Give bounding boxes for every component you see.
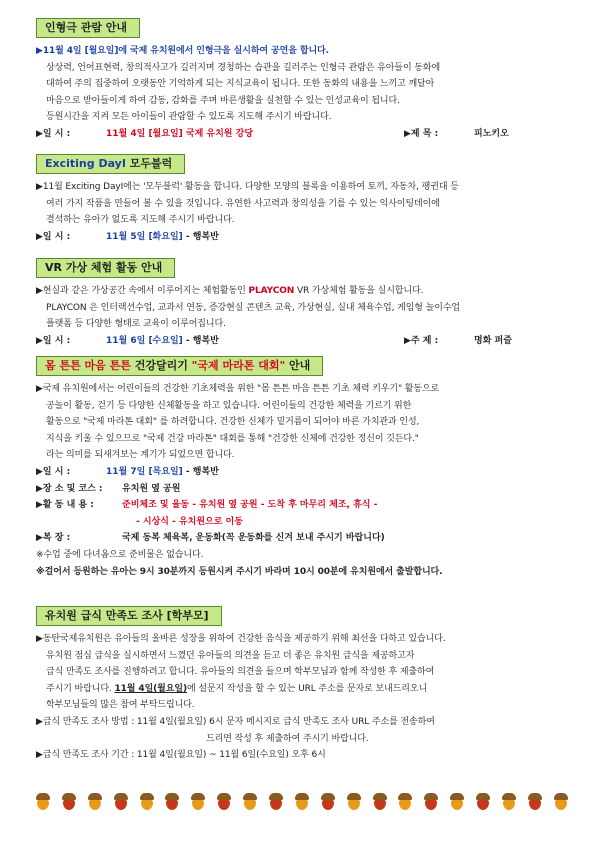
section-exciting-day: [36, 152, 568, 245]
note: ※수업 중에 다녀옴으로 준비물은 없습니다.: [36, 549, 204, 560]
info-row: [36, 229, 568, 246]
section-vr: [36, 256, 568, 349]
when-value: 11월 4일 [월요일] 국제 유치원 강당: [106, 128, 254, 139]
acorn-icon: [450, 793, 464, 811]
info-row: [36, 481, 568, 498]
section-marathon: [36, 354, 568, 580]
when-suffix: - 행복반: [182, 335, 219, 346]
body-line: 급식 만족도 조사를 진행하려고 합니다. 유아들의 의견을 들으며 학부모님과 함께 작성한 후 제출하여: [46, 667, 435, 678]
theme-label: ▶주 제 :: [404, 335, 439, 346]
when-suffix: - 행복반: [182, 231, 219, 242]
acorn-icon: [88, 793, 102, 811]
body-line: 여러 가지 작품을 만들어 볼 수 있을 것입니다. 유연한 사고력과 창의성을 기를 수 있는 익사이팅데이에: [46, 198, 440, 209]
body-line: 지식을 키울 수 있으므로 "국제 건강 마라톤" 대회를 통해 "건강한 신체에 건강한 정신이 깃든다.": [46, 433, 419, 444]
acorn-icon: [528, 793, 542, 811]
body-line: 결석하는 유아가 없도록 지도해 주시기 바랍니다.: [46, 215, 235, 226]
body-line: 공놀이 활동, 걷기 등 다양한 신체활동을 하고 있습니다. 어린이들의 건강한 체력을 기르기 위한: [46, 400, 412, 411]
lead-text: ▶11월 4일 [월요일]에 국제 유치원에서 인형극을 실시하여 공연을 합니다.: [36, 46, 329, 56]
when-label: ▶일 시 :: [36, 466, 71, 477]
info-row: [36, 126, 568, 143]
when-suffix: - 행복반: [182, 466, 219, 477]
body-line: ▶현실과 같은 가상공간 속에서 이루어지는 체험활동인 PLAYCON VR 가상체험 활동을 실시합니다.: [36, 286, 424, 296]
body-line: 대하여 주의 집중하여 오랫동안 기억하게 되는 지식교육이 됩니다. 또한 동화의 내용을 느끼고 깨달아: [46, 79, 435, 90]
dress-label: ▶복 장 :: [36, 533, 71, 544]
acorn-icon: [243, 793, 257, 811]
when-value: 11월 6일 [수요일]: [106, 335, 183, 346]
body-line: 플랫폼 등 다양한 형태로 교육이 이루어집니다.: [46, 319, 226, 330]
section-header: VR 가상 체험 활동 안내: [36, 258, 175, 278]
survey-method-cont: 드리면 작성 후 제출하여 주시기 바랍니다.: [206, 733, 369, 744]
body-line: PLAYCON 은 인터랙션수업, 교과서 연동, 증강현실 콘텐츠 교육, 가상현실, 실내 체육수업, 게임형 놀이수업: [46, 302, 461, 313]
acorn-icon: [554, 793, 568, 811]
theme-value: 명화 퍼즐: [474, 335, 512, 346]
acorn-icon: [217, 793, 231, 811]
info-row: [36, 530, 568, 547]
acorn-icon: [165, 793, 179, 811]
body-line: 마음으로 받아들이게 하여 감동, 감화를 주며 바른생활을 실천할 수 있는 인성교육이 됩니다.: [46, 95, 400, 106]
acorn-border: [36, 793, 568, 813]
when-label: ▶일 시 :: [36, 128, 71, 139]
brand-name: PLAYCON: [248, 286, 295, 296]
note-important: ※걸어서 등원하는 유아는 9시 30분까지 등원시켜 주시기 바라며 10시 00분에 유치원에서 출발합니다.: [36, 566, 443, 577]
section-header: 유치원 급식 만족도 조사 [학부모]: [36, 606, 222, 626]
activity-value: 준비체조 및 율동 - 유치원 옆 공원 - 도착 후 마무리 체조, 휴식 -: [122, 500, 378, 511]
acorn-icon: [502, 793, 516, 811]
acorn-icon: [191, 793, 205, 811]
body-line: ▶국제 유치원에서는 어린이들의 건강한 기초체력을 위한 "몸 튼튼 마음 튼튼 기초 체력 키우기" 활동으로: [36, 384, 440, 394]
section-header: 인형극 관람 안내: [36, 18, 140, 38]
activity-value: - 시상식 - 유치원으로 이동: [136, 516, 243, 527]
subject-label: ▶제 목 :: [404, 128, 439, 139]
acorn-icon: [347, 793, 361, 811]
info-row: [36, 497, 568, 514]
acorn-icon: [373, 793, 387, 811]
acorn-icon: [62, 793, 76, 811]
when-value: 11월 7일 [목요일]: [106, 466, 183, 477]
acorn-icon: [424, 793, 438, 811]
dress-value: 국제 동복 체육복, 운동화(꼭 운동화를 신겨 보내 주시기 바랍니다): [122, 533, 385, 544]
course-value: 유치원 옆 공원: [122, 483, 181, 494]
when-label: ▶일 시 :: [36, 335, 71, 346]
body-line: 상상력, 언어표현력, 창의적사고가 길러지며 경청하는 습관을 길러주는 인형극 관람은 유아들이 동화에: [46, 62, 441, 73]
subject-value: 피노키오: [474, 128, 509, 139]
body-line: 등원시간을 지켜 모든 아이들이 관람할 수 있도록 지도해 주시기 바랍니다.: [46, 112, 332, 123]
section-header: Exciting DayⅠ 모두블럭: [36, 154, 185, 174]
body-line: 유치원 점심 급식을 실시하면서 느꼈던 유아들의 의견을 듣고 더 좋은 유치원 급식을 제공하고자: [46, 650, 415, 661]
acorn-icon: [36, 793, 50, 811]
activity-label: ▶활 동 내 용 :: [36, 500, 94, 511]
when-label: ▶일 시 :: [36, 231, 71, 242]
body-line: ▶동탄국제유치원은 유아들의 올바른 성장을 위하여 건강한 음식을 제공하기 위해 최선을 다하고 있습니다.: [36, 634, 446, 644]
body-line: 라는 의미를 되새겨보는 계기가 되었으면 합니다.: [46, 450, 235, 461]
acorn-icon: [269, 793, 283, 811]
acorn-icon: [321, 793, 335, 811]
survey-method: ▶급식 만족도 조사 방법 : 11월 4일(월요일) 6시 문자 메시지로 급식 만족도 조사 URL 주소를 전송하여: [36, 716, 435, 727]
acorn-icon: [114, 793, 128, 811]
body-line: ▶11월 Exciting DayⅠ에는 '모두블럭' 활동을 합니다. 다양한 모양의 블록을 이용하여 토끼, 자동차, 팽귄대 등: [36, 182, 459, 192]
acorn-icon: [140, 793, 154, 811]
acorn-icon: [476, 793, 490, 811]
body-line: 활동으로 "국제 마라톤 대회" 를 하려합니다. 건강한 신체가 밑거름이 되어야 바른 가치관과 인성,: [46, 417, 420, 428]
when-value: 11월 5일 [화요일]: [106, 231, 183, 242]
acorn-icon: [295, 793, 309, 811]
section-lunch-survey: [36, 604, 568, 764]
info-row: [36, 514, 568, 531]
info-row: [36, 464, 568, 481]
body-line: 주시기 바랍니다. 11월 4일(월요일)에 설문지 작성을 할 수 있는 URL 주소를 문자로 보내드리오니: [46, 683, 428, 694]
section-header: 몸 튼튼 마음 튼튼 건강달리기 "국제 마라톤 대회" 안내: [36, 356, 323, 376]
course-label: ▶장 소 및 코스 :: [36, 483, 103, 494]
acorn-icon: [398, 793, 412, 811]
body-line: 학부모님들의 많은 참여 부탁드립니다.: [46, 700, 195, 711]
survey-date: 11월 4일(월요일): [114, 683, 187, 694]
section-puppet-show: [36, 16, 568, 143]
info-row: [36, 333, 568, 350]
survey-period: ▶급식 만족도 조사 기간 : 11월 4일(월요일) ~ 11월 6일(수요일) 오후 6시: [36, 750, 326, 761]
